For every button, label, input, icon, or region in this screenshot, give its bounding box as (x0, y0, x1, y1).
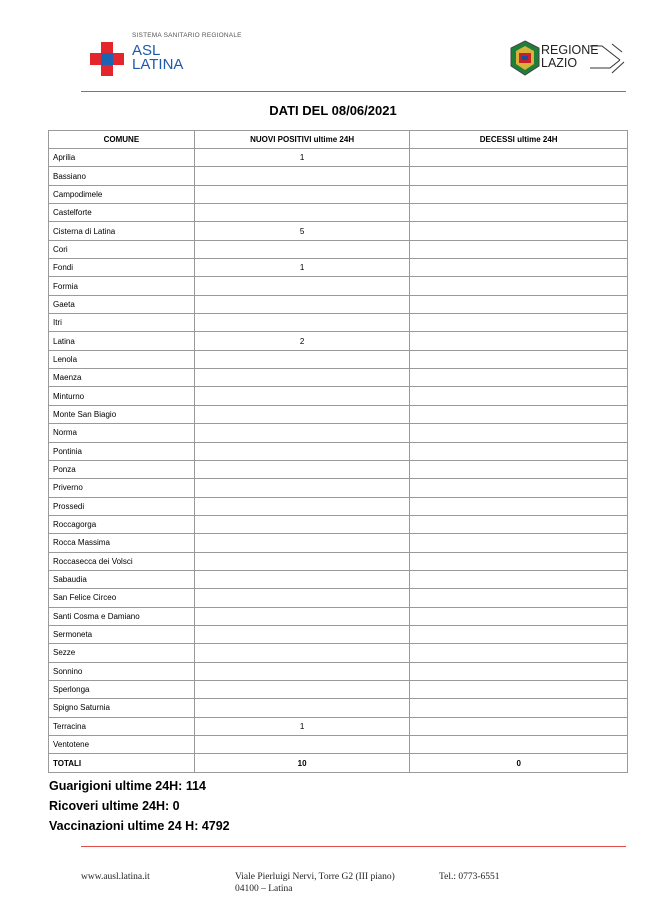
cell-positivi (194, 534, 410, 552)
cell-comune: Castelforte (49, 204, 195, 222)
cell-comune: Prossedi (49, 497, 195, 515)
table-row (49, 350, 628, 368)
lazio-decorative-lines (590, 40, 626, 76)
regione-lazio-logo (508, 40, 626, 78)
cell-decessi (410, 607, 628, 625)
cell-decessi (410, 387, 628, 405)
table-row (49, 204, 628, 222)
cell-comune: Sperlonga (49, 680, 195, 698)
cell-positivi (194, 185, 410, 203)
table-row (49, 442, 628, 460)
cell-positivi (194, 515, 410, 533)
cell-comune: Spigno Saturnia (49, 699, 195, 717)
cell-total-label: TOTALI (49, 754, 195, 772)
cell-decessi (410, 350, 628, 368)
cell-decessi (410, 222, 628, 240)
cell-positivi (194, 405, 410, 423)
table-row (49, 552, 628, 570)
table-row (49, 497, 628, 515)
cell-positivi (194, 387, 410, 405)
footer-address-line2: 04100 – Latina (235, 884, 293, 894)
cell-decessi (410, 625, 628, 643)
cell-decessi (410, 736, 628, 754)
regione-lazio-emblem-icon (508, 40, 542, 76)
cell-comune: Aprilia (49, 149, 195, 167)
cell-decessi (410, 662, 628, 680)
header-divider (81, 91, 626, 92)
cell-decessi (410, 644, 628, 662)
table-row (49, 515, 628, 533)
table-row (49, 387, 628, 405)
cell-total-positivi: 10 (194, 754, 410, 772)
cell-comune: Formia (49, 277, 195, 295)
table-total-row (49, 754, 628, 772)
table-row (49, 570, 628, 588)
column-header-decessi: DECESSI ultime 24H (410, 131, 628, 149)
cell-comune: Fondi (49, 259, 195, 277)
table-row (49, 405, 628, 423)
cell-decessi (410, 552, 628, 570)
table-row (49, 295, 628, 313)
covid-data-table (48, 130, 628, 773)
footer-address (235, 871, 395, 895)
table-row (49, 277, 628, 295)
cell-positivi: 2 (194, 332, 410, 350)
cell-positivi: 5 (194, 222, 410, 240)
cell-comune: Lenola (49, 350, 195, 368)
cell-decessi (410, 424, 628, 442)
cell-comune: Roccasecca dei Volsci (49, 552, 195, 570)
cell-comune: Monte San Biagio (49, 405, 195, 423)
cell-decessi (410, 185, 628, 203)
table-row (49, 717, 628, 735)
cell-decessi (410, 497, 628, 515)
cell-comune: Priverno (49, 479, 195, 497)
cell-comune: San Felice Circeo (49, 589, 195, 607)
table-row (49, 259, 628, 277)
cell-positivi (194, 497, 410, 515)
cell-decessi (410, 589, 628, 607)
cell-decessi (410, 167, 628, 185)
cell-comune: Ponza (49, 460, 195, 478)
cell-decessi (410, 570, 628, 588)
cell-positivi (194, 625, 410, 643)
table-row (49, 222, 628, 240)
asl-name-line2: LATINA (132, 56, 184, 73)
cell-positivi (194, 479, 410, 497)
table-row (49, 167, 628, 185)
cell-comune: Roccagorga (49, 515, 195, 533)
cell-decessi (410, 204, 628, 222)
cell-comune: Sonnino (49, 662, 195, 680)
table-row (49, 240, 628, 258)
page-title: DATI DEL 08/06/2021 (269, 103, 397, 118)
cell-positivi (194, 589, 410, 607)
region-line2: LAZIO (541, 56, 578, 70)
cell-comune: Bassiano (49, 167, 195, 185)
cell-positivi (194, 350, 410, 368)
cell-comune: Latina (49, 332, 195, 350)
summary-ricoveri: Ricoveri ultime 24H: 0 (49, 799, 180, 813)
cell-decessi (410, 479, 628, 497)
cell-total-decessi: 0 (410, 754, 628, 772)
cell-comune: Maenza (49, 369, 195, 387)
table-row (49, 680, 628, 698)
asl-subtitle: SISTEMA SANITARIO REGIONALE (132, 32, 242, 39)
cell-positivi (194, 442, 410, 460)
cell-positivi: 1 (194, 717, 410, 735)
cell-comune: Cisterna di Latina (49, 222, 195, 240)
cell-positivi: 1 (194, 149, 410, 167)
cell-positivi (194, 552, 410, 570)
cell-comune: Pontinia (49, 442, 195, 460)
footer-divider (81, 846, 626, 847)
table-row (49, 699, 628, 717)
asl-name (132, 44, 183, 72)
cell-comune: Norma (49, 424, 195, 442)
cell-positivi (194, 607, 410, 625)
cell-decessi (410, 680, 628, 698)
table-header-row (49, 131, 628, 149)
cell-decessi (410, 369, 628, 387)
table-row (49, 625, 628, 643)
cell-decessi (410, 295, 628, 313)
table-row (49, 736, 628, 754)
asl-name-line1: ASL (132, 42, 161, 59)
cell-decessi (410, 442, 628, 460)
cell-decessi (410, 259, 628, 277)
cell-positivi (194, 460, 410, 478)
cell-decessi (410, 515, 628, 533)
cell-positivi (194, 277, 410, 295)
cell-comune: Cori (49, 240, 195, 258)
column-header-positivi: NUOVI POSITIVI ultime 24H (194, 131, 410, 149)
cell-positivi (194, 204, 410, 222)
cell-decessi (410, 149, 628, 167)
cell-comune: Ventotene (49, 736, 195, 754)
cell-decessi (410, 460, 628, 478)
table-row (49, 314, 628, 332)
cell-decessi (410, 277, 628, 295)
region-line1: REGIONE (541, 43, 599, 57)
cell-positivi (194, 680, 410, 698)
cell-positivi (194, 167, 410, 185)
cell-positivi: 1 (194, 259, 410, 277)
column-header-comune: COMUNE (49, 131, 195, 149)
table-row (49, 149, 628, 167)
cell-comune: Santi Cosma e Damiano (49, 607, 195, 625)
summary-guarigioni: Guarigioni ultime 24H: 114 (49, 779, 206, 793)
table-row (49, 479, 628, 497)
cell-decessi (410, 240, 628, 258)
cell-comune: Minturno (49, 387, 195, 405)
cell-comune: Sermoneta (49, 625, 195, 643)
table-row (49, 460, 628, 478)
table-row (49, 332, 628, 350)
table-row (49, 607, 628, 625)
cell-comune: Gaeta (49, 295, 195, 313)
red-cross-icon (90, 42, 124, 76)
cell-positivi (194, 644, 410, 662)
asl-latina-logo (90, 32, 240, 82)
cell-decessi (410, 699, 628, 717)
cell-comune: Campodimele (49, 185, 195, 203)
cell-positivi (194, 662, 410, 680)
table-row (49, 644, 628, 662)
cell-decessi (410, 314, 628, 332)
table-row (49, 589, 628, 607)
cell-positivi (194, 570, 410, 588)
cell-positivi (194, 699, 410, 717)
cell-decessi (410, 534, 628, 552)
table-row (49, 534, 628, 552)
table-row (49, 662, 628, 680)
table-row (49, 185, 628, 203)
summary-vaccinazioni: Vaccinazioni ultime 24 H: 4792 (49, 819, 230, 833)
cell-positivi (194, 240, 410, 258)
cell-comune: Terracina (49, 717, 195, 735)
footer-website: www.ausl.latina.it (81, 872, 150, 882)
cell-positivi (194, 369, 410, 387)
table-row (49, 424, 628, 442)
cell-positivi (194, 424, 410, 442)
table-row (49, 369, 628, 387)
cell-positivi (194, 295, 410, 313)
cell-comune: Sezze (49, 644, 195, 662)
cell-comune: Itri (49, 314, 195, 332)
cell-positivi (194, 736, 410, 754)
cell-decessi (410, 405, 628, 423)
footer-address-line1: Viale Pierluigi Nervi, Torre G2 (III piano) (235, 872, 395, 882)
cell-decessi (410, 717, 628, 735)
footer-phone: Tel.: 0773-6551 (439, 872, 500, 882)
cell-comune: Sabaudia (49, 570, 195, 588)
cell-decessi (410, 332, 628, 350)
cell-positivi (194, 314, 410, 332)
cell-comune: Rocca Massima (49, 534, 195, 552)
